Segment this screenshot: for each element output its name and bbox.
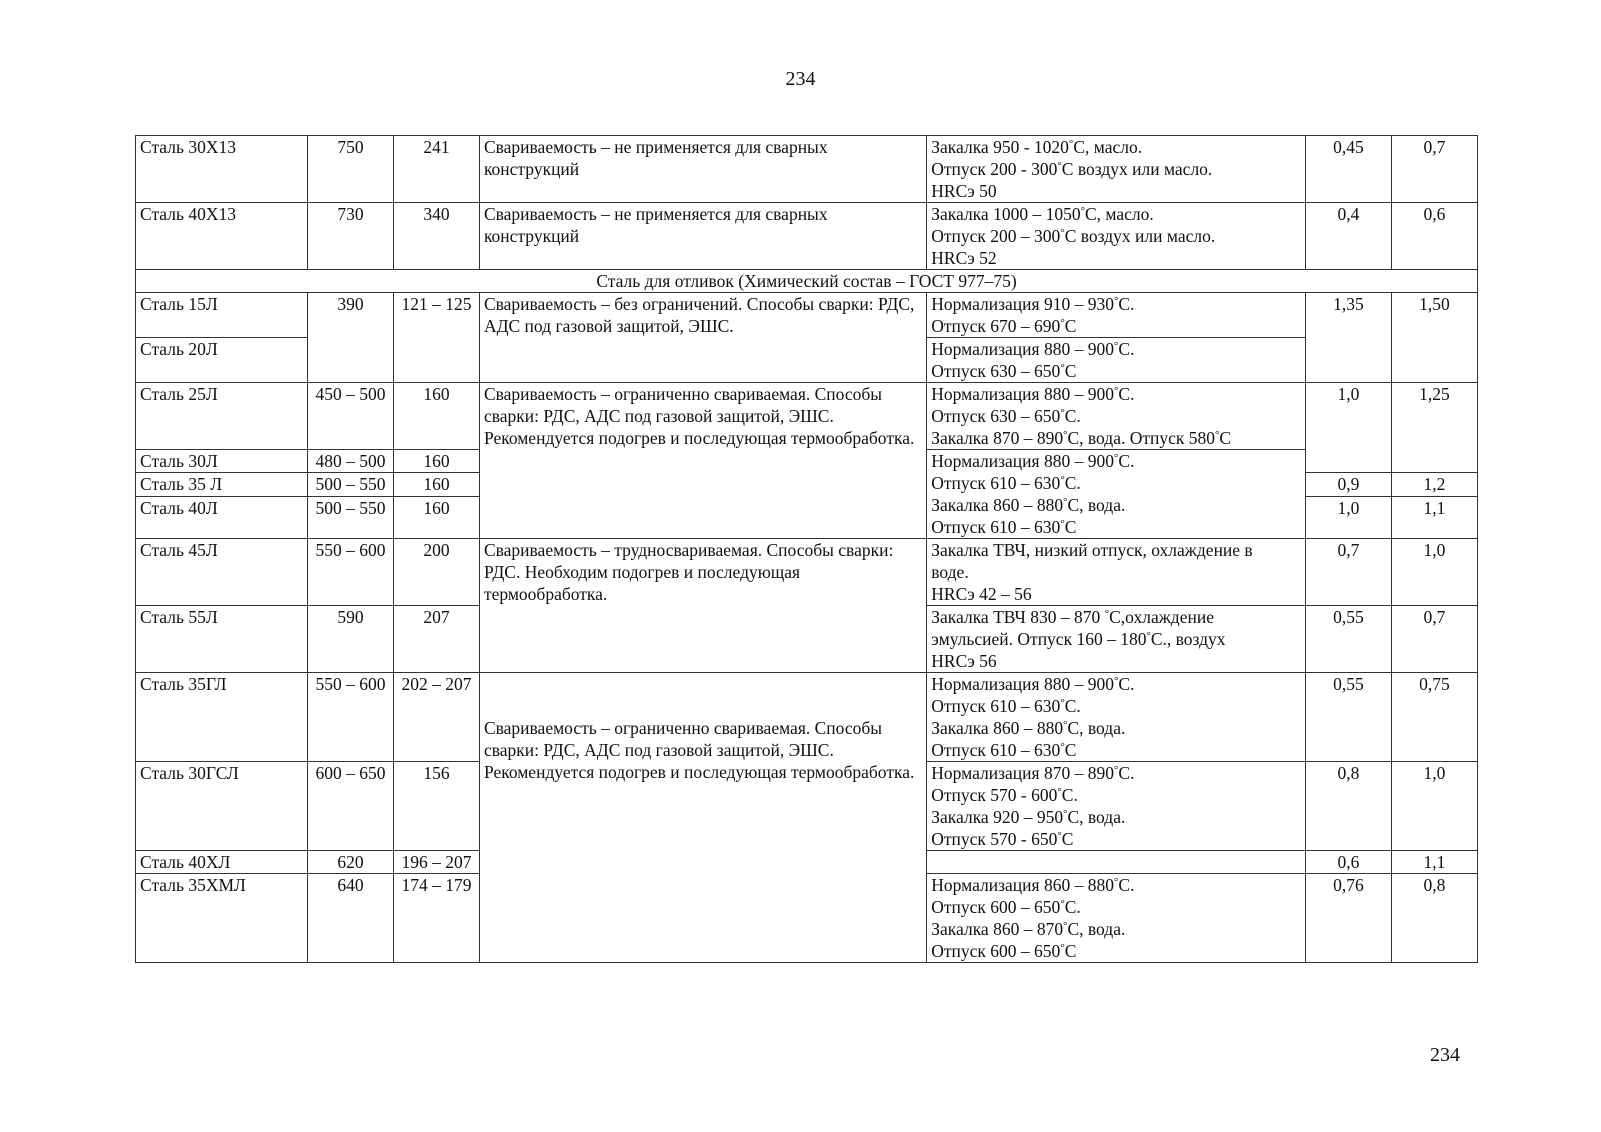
table-row bbox=[136, 203, 1478, 270]
strength-value: 480 – 500 bbox=[307, 450, 393, 473]
steel-grade: Сталь 45Л bbox=[136, 539, 308, 606]
steel-grade: Сталь 35 Л bbox=[136, 473, 308, 496]
heat-treatment: Нормализация 880 – 900°С. Отпуск 610 – 630°С. Закалка 860 – 880°С, вода. Отпуск 610 – 630°С bbox=[927, 450, 1306, 539]
coefficient-1: 1,0 bbox=[1306, 383, 1392, 473]
coefficient-1: 0,9 bbox=[1306, 473, 1392, 496]
table-row bbox=[136, 293, 1478, 338]
hardness-value: 196 – 207 bbox=[393, 851, 479, 874]
strength-value: 450 – 500 bbox=[307, 383, 393, 450]
page-number-bottom: 234 bbox=[1430, 1044, 1460, 1066]
strength-value: 730 bbox=[307, 203, 393, 270]
hardness-value: 156 bbox=[393, 762, 479, 851]
steel-grade: Сталь 30Л bbox=[136, 450, 308, 473]
heat-treatment: Нормализация 880 – 900°С. Отпуск 630 – 650°С. Закалка 870 – 890°С, вода. Отпуск 580°С bbox=[927, 383, 1306, 450]
weldability-text: Свариваемость – не применяется для сварных конструкций bbox=[479, 203, 926, 270]
strength-value: 500 – 550 bbox=[307, 473, 393, 496]
heat-treatment: Закалка ТВЧ 830 – 870 °С,охлаждение эмульсией. Отпуск 160 – 180°С., воздух HRCэ 56 bbox=[927, 606, 1306, 673]
steel-grade: Сталь 35ГЛ bbox=[136, 673, 308, 762]
strength-value: 750 bbox=[307, 136, 393, 203]
heat-treatment: Нормализация 880 – 900°С. Отпуск 610 – 630°С. Закалка 860 – 880°С, вода. Отпуск 610 – 630°С bbox=[927, 673, 1306, 762]
coefficient-2: 1,0 bbox=[1391, 762, 1477, 851]
coefficient-1: 0,55 bbox=[1306, 606, 1392, 673]
hardness-value: 160 bbox=[393, 496, 479, 539]
coefficient-1: 0,45 bbox=[1306, 136, 1392, 203]
weldability-text: Свариваемость – не применяется для сварных конструкций bbox=[479, 136, 926, 203]
hardness-value: 160 bbox=[393, 450, 479, 473]
coefficient-2: 0,7 bbox=[1391, 606, 1477, 673]
steel-grade: Сталь 30ГСЛ bbox=[136, 762, 308, 851]
hardness-value: 174 – 179 bbox=[393, 874, 479, 963]
coefficient-1: 0,4 bbox=[1306, 203, 1392, 270]
strength-value: 640 bbox=[307, 874, 393, 963]
steel-grade: Сталь 40ХЛ bbox=[136, 851, 308, 874]
table-row bbox=[136, 539, 1478, 606]
steel-grade: Сталь 40Л bbox=[136, 496, 308, 539]
strength-value: 500 – 550 bbox=[307, 496, 393, 539]
heat-treatment bbox=[927, 851, 1306, 874]
steel-grade: Сталь 15Л bbox=[136, 293, 308, 338]
steel-grade: Сталь 25Л bbox=[136, 383, 308, 450]
coefficient-1: 1,0 bbox=[1306, 496, 1392, 539]
hardness-value: 200 bbox=[393, 539, 479, 606]
strength-value: 600 – 650 bbox=[307, 762, 393, 851]
hardness-value: 202 – 207 bbox=[393, 673, 479, 762]
coefficient-2: 0,75 bbox=[1391, 673, 1477, 762]
weldability-text: Свариваемость – трудносвариваемая. Способы сварки: РДС. Необходим подогрев и последующая термообработка. bbox=[479, 539, 926, 673]
coefficient-2: 0,6 bbox=[1391, 203, 1477, 270]
heat-treatment: Нормализация 910 – 930°С. Отпуск 670 – 690°С bbox=[927, 293, 1306, 338]
steel-grade: Сталь 20Л bbox=[136, 338, 308, 383]
coefficient-2: 1,50 bbox=[1391, 293, 1477, 383]
table-row bbox=[136, 136, 1478, 203]
coefficient-2: 1,1 bbox=[1391, 851, 1477, 874]
hardness-value: 160 bbox=[393, 473, 479, 496]
heat-treatment: Нормализация 860 – 880°С. Отпуск 600 – 650°С. Закалка 860 – 870°С, вода. Отпуск 600 – 650°С bbox=[927, 874, 1306, 963]
strength-value: 550 – 600 bbox=[307, 673, 393, 762]
coefficient-1: 0,76 bbox=[1306, 874, 1392, 963]
weldability-text: Свариваемость – ограниченно свариваемая. Способы сварки: РДС, АДС под газовой защитой, ЭШС. Рекомендуется подогрев и последующая термообработка. bbox=[479, 383, 926, 539]
hardness-value: 121 – 125 bbox=[393, 293, 479, 383]
coefficient-1: 0,55 bbox=[1306, 673, 1392, 762]
coefficient-1: 1,35 bbox=[1306, 293, 1392, 383]
page-number-top: 234 bbox=[785, 68, 816, 90]
coefficient-1: 0,8 bbox=[1306, 762, 1392, 851]
steel-grade: Сталь 35ХМЛ bbox=[136, 874, 308, 963]
heat-treatment: Закалка 950 - 1020°С, масло. Отпуск 200 - 300°С воздух или масло. HRCэ 50 bbox=[927, 136, 1306, 203]
coefficient-2: 1,25 bbox=[1391, 383, 1477, 473]
table-row bbox=[136, 383, 1478, 450]
coefficient-1: 0,6 bbox=[1306, 851, 1392, 874]
hardness-value: 207 bbox=[393, 606, 479, 673]
strength-value: 550 – 600 bbox=[307, 539, 393, 606]
steel-grade: Сталь 40Х13 bbox=[136, 203, 308, 270]
steel-properties-table bbox=[135, 135, 1478, 963]
section-title: Сталь для отливок (Химический состав – ГОСТ 977–75) bbox=[136, 270, 1478, 293]
hardness-value: 160 bbox=[393, 383, 479, 450]
weldability-text: Свариваемость – без ограничений. Способы сварки: РДС, АДС под газовой защитой, ЭШС. bbox=[479, 293, 926, 383]
hardness-value: 241 bbox=[393, 136, 479, 203]
steel-grade: Сталь 30Х13 bbox=[136, 136, 308, 203]
hardness-value: 340 bbox=[393, 203, 479, 270]
heat-treatment: Закалка ТВЧ, низкий отпуск, охлаждение в воде. HRCэ 42 – 56 bbox=[927, 539, 1306, 606]
strength-value: 390 bbox=[307, 293, 393, 383]
coefficient-2: 0,7 bbox=[1391, 136, 1477, 203]
heat-treatment: Нормализация 870 – 890°С. Отпуск 570 - 600°С. Закалка 920 – 950°С, вода. Отпуск 570 - 650°С bbox=[927, 762, 1306, 851]
heat-treatment: Закалка 1000 – 1050°С, масло. Отпуск 200 – 300°С воздух или масло. HRCэ 52 bbox=[927, 203, 1306, 270]
coefficient-2: 0,8 bbox=[1391, 874, 1477, 963]
heat-treatment: Нормализация 880 – 900°С. Отпуск 630 – 650°С bbox=[927, 338, 1306, 383]
weldability-text: Свариваемость – ограниченно свариваемая. Способы сварки: РДС, АДС под газовой защитой, ЭШС. Рекомендуется подогрев и последующая термообработка. bbox=[479, 673, 926, 963]
coefficient-2: 1,2 bbox=[1391, 473, 1477, 496]
section-row bbox=[136, 270, 1478, 293]
coefficient-1: 0,7 bbox=[1306, 539, 1392, 606]
table-row bbox=[136, 673, 1478, 762]
coefficient-2: 1,1 bbox=[1391, 496, 1477, 539]
strength-value: 590 bbox=[307, 606, 393, 673]
strength-value: 620 bbox=[307, 851, 393, 874]
coefficient-2: 1,0 bbox=[1391, 539, 1477, 606]
steel-grade: Сталь 55Л bbox=[136, 606, 308, 673]
